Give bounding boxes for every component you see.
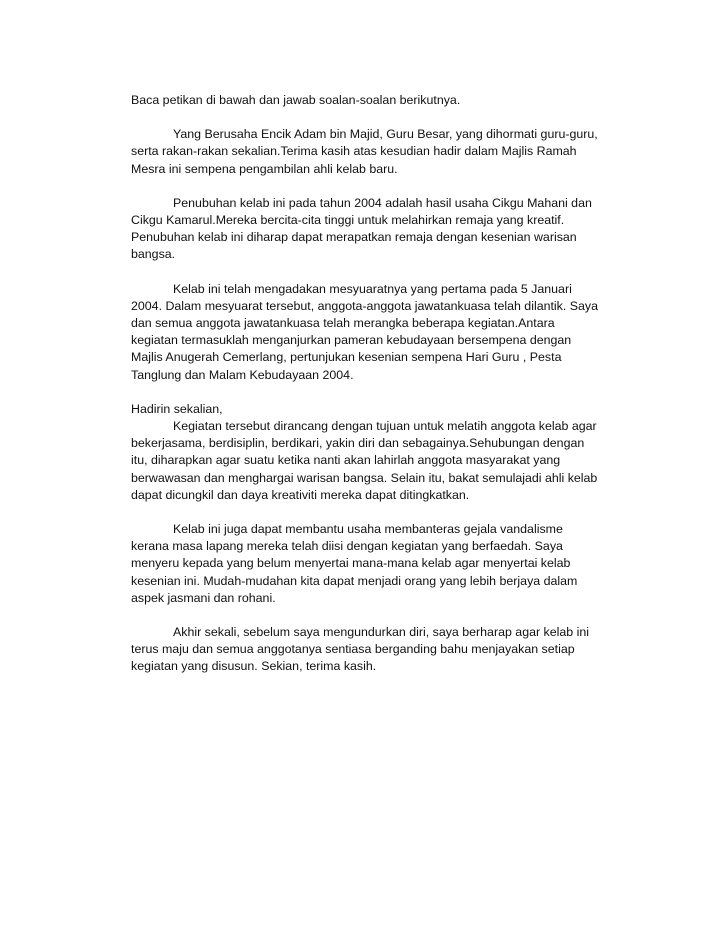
paragraph-line: 2004. Dalam mesyuarat tersebut, anggota-anggota jawatankuasa telah dilantik. Saya xyxy=(131,298,599,313)
paragraph-line: serta rakan-rakan sekalian.Terima kasih atas kesudian hadir dalam Majlis Ramah xyxy=(131,144,577,159)
paragraph-line: berwawasan dan menghargai warisan bangsa. Selain itu, bakat semulajadi ahli kelab xyxy=(131,470,598,485)
paragraph-line: Yang Berusaha Encik Adam bin Majid, Guru Besar, yang dihormati guru-guru, xyxy=(173,127,598,142)
paragraph-line: itu, diharapkan agar suatu ketika nanti akan lahirlah anggota masyarakat yang xyxy=(131,453,561,468)
paragraph-line: bangsa. xyxy=(131,247,176,262)
paragraph-line: Kegiatan tersebut dirancang dengan tujuan untuk melatih anggota kelab agar xyxy=(173,419,597,434)
paragraph-line: Tanglung dan Malam Kebudayaan 2004. xyxy=(131,367,354,382)
paragraph-6 xyxy=(131,624,601,676)
paragraph-line: menyeru kepada yang belum menyertai mana-mana kelab agar menyertai kelab xyxy=(131,556,571,571)
paragraph-3 xyxy=(131,281,601,384)
paragraph-1 xyxy=(131,126,601,178)
paragraph-line: kegiatan yang disusun. Sekian, terima kasih. xyxy=(131,659,377,674)
paragraph-line: Cikgu Kamarul.Mereka bercita-cita tinggi untuk melahirkan remaja yang kreatif. xyxy=(131,213,565,228)
paragraph-line: aspek jasmani dan rohani. xyxy=(131,590,276,605)
paragraph-line: kerana masa lapang mereka telah diisi dengan kegiatan yang berfaedah. Saya xyxy=(131,539,563,554)
paragraph-4 xyxy=(131,418,601,504)
paragraph-line: kegiatan termasuklah menganjurkan pameran kebudayaan bersempena dengan xyxy=(131,333,572,348)
paragraph-line: dan semua anggota jawatankuasa telah merangka beberapa kegiatan.Antara xyxy=(131,316,555,331)
paragraph-line: Kelab ini telah mengadakan mesyuaratnya yang pertama pada 5 Januari xyxy=(173,281,572,296)
document-page xyxy=(131,92,601,693)
paragraph-line: Mesra ini sempena pengambilan ahli kelab baru. xyxy=(131,161,398,176)
instruction-text: Baca petikan di bawah dan jawab soalan-soalan berikutnya. xyxy=(131,93,461,107)
paragraph-line: Penubuhan kelab ini pada tahun 2004 adalah hasil usaha Cikgu Mahani dan xyxy=(173,195,592,210)
paragraph-line: Majlis Anugerah Cemerlang, pertunjukan kesenian sempena Hari Guru , Pesta xyxy=(131,350,562,365)
paragraph-line: dapat dicungkil dan daya kreativiti mereka dapat ditingkatkan. xyxy=(131,487,470,502)
paragraph-line: Akhir sekali, sebelum saya mengundurkan diri, saya berharap agar kelab ini xyxy=(173,625,589,640)
paragraph-5 xyxy=(131,521,601,607)
paragraph-line: Kelab ini juga dapat membantu usaha membanteras gejala vandalisme xyxy=(173,522,563,537)
paragraph-line: bekerjasama, berdisiplin, berdikari, yakin diri dan sebagainya.Sehubungan dengan xyxy=(131,436,585,451)
paragraph-line: kesenian ini. Mudah-mudahan kita dapat menjadi orang yang lebih berjaya dalam xyxy=(131,573,578,588)
paragraph-line: terus maju dan semua anggotanya sentiasa berganding bahu menjayakan setiap xyxy=(131,642,575,657)
paragraph-line: Penubuhan kelab ini diharap dapat merapatkan remaja dengan kesenian warisan xyxy=(131,230,577,245)
paragraph-2 xyxy=(131,195,601,264)
greeting-text: Hadirin sekalian, xyxy=(131,401,223,416)
